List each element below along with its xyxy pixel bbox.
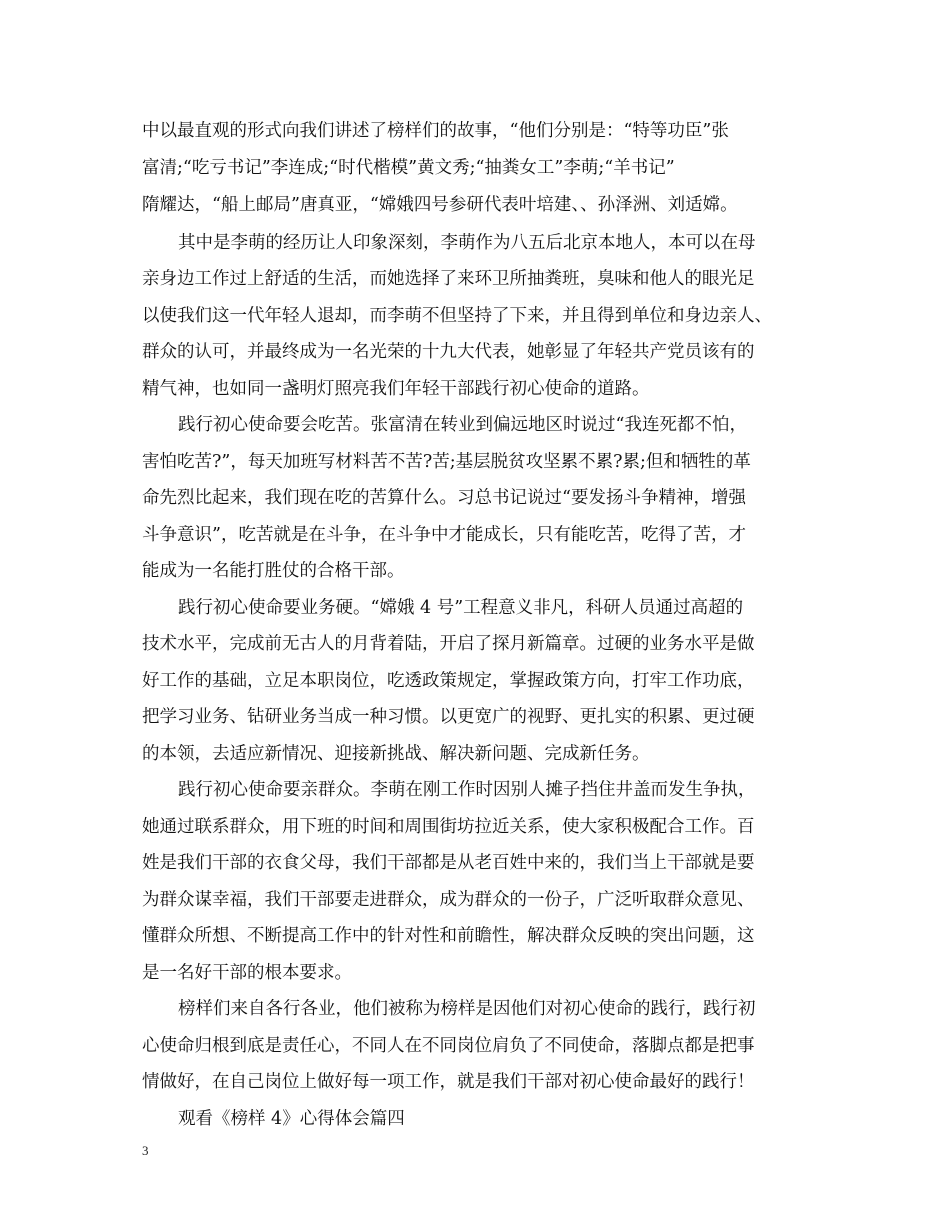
text-line: 隋耀达，“船上邮局”唐真亚，“嫦娥四号参研代表叶培建、、孙泽洲、刘适嫦。 <box>142 195 738 215</box>
page-number: 3 <box>142 1143 149 1158</box>
text-line: 害怕吃苦?”，每天加班写材料苦不苦?苦;基层脱贫攻坚累不累?累;但和牺牲的革 <box>142 452 751 472</box>
text-line: 为群众谋幸福，我们干部要走进群众，成为群众的一份子，广泛听取群众意见、 <box>142 890 755 910</box>
text-line: 能成为一名能打胜仗的合格干部。 <box>142 561 405 581</box>
text-line: 斗争意识”，吃苦就是在斗争，在斗争中才能成长，只有能吃苦，吃得了苦，才 <box>142 525 746 545</box>
text-line: 群众的认可，并最终成为一名光荣的十九大代表，她彰显了年轻共产党员该有的 <box>142 342 755 362</box>
text-line: 是一名好干部的根本要求。 <box>142 963 352 983</box>
text-line: 精气神，也如同一盏明灯照亮我们年轻干部践行初心使命的道路。 <box>142 379 650 399</box>
text-line: 她通过联系群众，用下班的时间和周围街坊拉近关系，使大家积极配合工作。百 <box>142 817 755 837</box>
section-heading: 观看《榜样 4》心得体会篇四 <box>178 1109 405 1129</box>
text-line: 情做好，在自己岗位上做好每一项工作，就是我们干部对初心使命最好的践行！ <box>142 1072 755 1092</box>
paragraph-start-line: 践行初心使命要业务硬。“嫦娥 4 号”工程意义非凡，科研人员通过高超的 <box>178 598 744 618</box>
text-line: 以使我们这一代年轻人退却，而李萌不但坚持了下来，并且得到单位和身边亲人、 <box>142 306 772 326</box>
text-line: 富清;“吃亏书记”李连成;“时代楷模”黄文秀;“抽粪女工”李萌;“羊书记” <box>142 158 675 178</box>
paragraph-start-line: 践行初心使命要亲群众。李萌在刚工作时因别人摊子挡住井盖而发生争执， <box>178 780 756 800</box>
text-line: 心使命归根到底是责任心，不同人在不同岗位肩负了不同使命，落脚点都是把事 <box>142 1036 755 1056</box>
text-line: 的本领，去适应新情况、迎接新挑战、解决新问题、完成新任务。 <box>142 744 650 764</box>
text-line: 好工作的基础，立足本职岗位，吃透政策规定，掌握政策方向，打牢工作功底， <box>142 671 755 691</box>
paragraph-start-line: 其中是李萌的经历让人印象深刻，李萌作为八五后北京本地人，本可以在母 <box>178 233 756 253</box>
text-line: 姓是我们干部的衣食父母，我们干部都是从老百姓中来的，我们当上干部就是要 <box>142 853 755 873</box>
text-line: 懂群众所想、不断提高工作中的针对性和前瞻性，解决群众反映的突出问题，这 <box>142 926 755 946</box>
text-line: 把学习业务、钻研业务当成一种习惯。以更宽广的视野、更扎实的积累、更过硬 <box>142 707 755 727</box>
text-line: 中以最直观的形式向我们讲述了榜样们的故事，“他们分别是：“特等功臣”张 <box>142 121 729 141</box>
text-line: 技术水平，完成前无古人的月背着陆，开启了探月新篇章。过硬的业务水平是做 <box>142 634 755 654</box>
text-line: 亲身边工作过上舒适的生活，而她选择了来环卫所抽粪班，臭味和他人的眼光足 <box>142 269 755 289</box>
text-line: 命先烈比起来，我们现在吃的苦算什么。习总书记说过“要发扬斗争精神，增强 <box>142 488 746 508</box>
paragraph-start-line: 践行初心使命要会吃苦。张富清在转业到偏远地区时说过“我连死都不怕， <box>178 415 747 435</box>
paragraph-start-line: 榜样们来自各行各业，他们被称为榜样是因他们对初心使命的践行，践行初 <box>178 999 756 1019</box>
